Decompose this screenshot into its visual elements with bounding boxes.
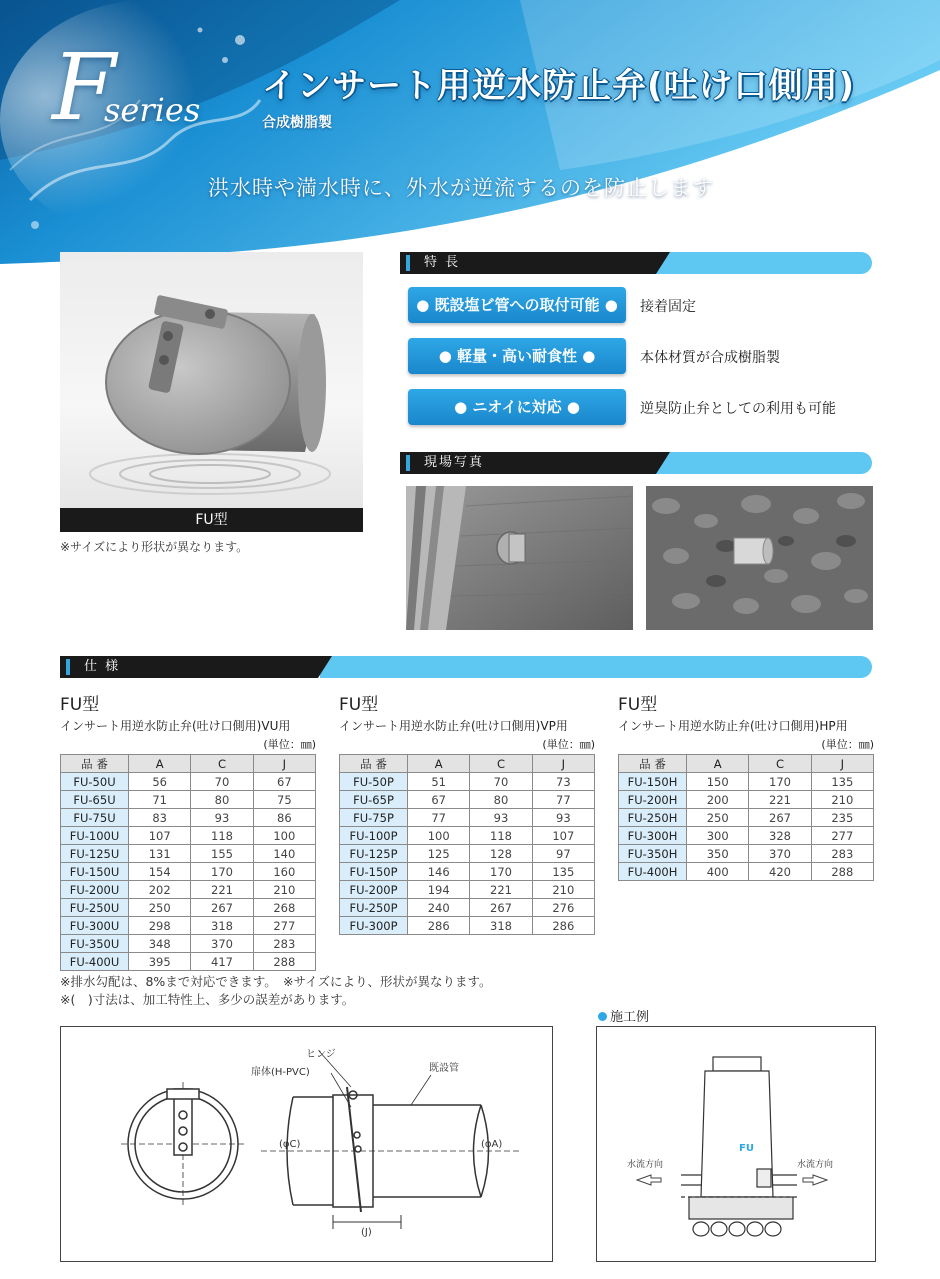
dimension-cell: 318 bbox=[191, 917, 253, 935]
dimension-cell: 267 bbox=[749, 809, 811, 827]
dimension-cell: 277 bbox=[811, 827, 873, 845]
dimension-cell: 73 bbox=[532, 773, 594, 791]
table-row bbox=[61, 953, 316, 971]
part-number-cell: FU-250H bbox=[619, 809, 687, 827]
part-number-cell: FU-150H bbox=[619, 773, 687, 791]
dimension-cell: 154 bbox=[129, 863, 191, 881]
spec-section-bar bbox=[60, 656, 872, 678]
site-photo-2 bbox=[646, 486, 873, 630]
dimension-cell: 283 bbox=[253, 935, 315, 953]
dimension-cell: 235 bbox=[811, 809, 873, 827]
dimension-cell: 160 bbox=[253, 863, 315, 881]
column-header: 品 番 bbox=[340, 755, 408, 773]
dimension-cell: 267 bbox=[191, 899, 253, 917]
column-header: 品 番 bbox=[619, 755, 687, 773]
dimension-cell: 118 bbox=[191, 827, 253, 845]
table-row bbox=[61, 773, 316, 791]
column-header: A bbox=[408, 755, 470, 773]
dimension-cell: 318 bbox=[470, 917, 532, 935]
dimension-cell: 140 bbox=[253, 845, 315, 863]
dimension-cell: 350 bbox=[687, 845, 749, 863]
table-row bbox=[619, 791, 874, 809]
product-photo bbox=[60, 252, 363, 508]
installation-example bbox=[596, 1026, 876, 1262]
table-row bbox=[619, 845, 874, 863]
dimension-cell: 417 bbox=[191, 953, 253, 971]
dimension-cell: 170 bbox=[749, 773, 811, 791]
spec-unit: (単位：㎜) bbox=[821, 738, 874, 751]
column-header: A bbox=[687, 755, 749, 773]
dimension-cell: 128 bbox=[470, 845, 532, 863]
feature-desc-3: 逆臭防止弁としての利用も可能 bbox=[640, 401, 836, 417]
dimension-cell: 97 bbox=[532, 845, 594, 863]
dimension-cell: 370 bbox=[749, 845, 811, 863]
dimension-cell: 135 bbox=[532, 863, 594, 881]
table-row bbox=[619, 827, 874, 845]
dimension-cell: 221 bbox=[749, 791, 811, 809]
flow-arrow-left-icon bbox=[637, 1175, 661, 1185]
part-number-cell: FU-65U bbox=[61, 791, 129, 809]
part-number-cell: FU-200U bbox=[61, 881, 129, 899]
dimension-cell: 93 bbox=[470, 809, 532, 827]
part-number-cell: FU-65P bbox=[340, 791, 408, 809]
table-row bbox=[61, 917, 316, 935]
part-number-cell: FU-350U bbox=[61, 935, 129, 953]
dimension-cell: 135 bbox=[811, 773, 873, 791]
table-row bbox=[61, 809, 316, 827]
dimension-cell: 267 bbox=[470, 899, 532, 917]
dimension-cell: 125 bbox=[408, 845, 470, 863]
label-dim-c: (φC) bbox=[279, 1139, 301, 1150]
product-label: FU型 bbox=[60, 508, 363, 532]
table-row bbox=[340, 917, 595, 935]
dimension-cell: 56 bbox=[129, 773, 191, 791]
dimension-cell: 118 bbox=[470, 827, 532, 845]
dimension-cell: 221 bbox=[470, 881, 532, 899]
example-title: 施工例 bbox=[598, 1006, 649, 1025]
dimension-cell: 100 bbox=[408, 827, 470, 845]
dimension-cell: 200 bbox=[687, 791, 749, 809]
part-number-cell: FU-300P bbox=[340, 917, 408, 935]
spec-unit: (単位：㎜) bbox=[263, 738, 316, 751]
label-flow-left: 水流方向 bbox=[627, 1160, 664, 1170]
table-row bbox=[61, 935, 316, 953]
dimension-cell: 286 bbox=[408, 917, 470, 935]
feature-pill-1: ● 既設塩ビ管への取付可能 ● bbox=[408, 287, 626, 323]
table-row bbox=[340, 899, 595, 917]
table-row bbox=[340, 863, 595, 881]
dimension-cell: 370 bbox=[191, 935, 253, 953]
feature-desc-1: 接着固定 bbox=[640, 299, 696, 315]
feature-pill-3: ● ニオイに対応 ● bbox=[408, 389, 626, 425]
part-number-cell: FU-250P bbox=[340, 899, 408, 917]
part-number-cell: FU-200P bbox=[340, 881, 408, 899]
dimension-cell: 146 bbox=[408, 863, 470, 881]
part-number-cell: FU-300U bbox=[61, 917, 129, 935]
dimension-cell: 67 bbox=[253, 773, 315, 791]
dimension-cell: 202 bbox=[129, 881, 191, 899]
dimension-cell: 210 bbox=[532, 881, 594, 899]
dimension-cell: 107 bbox=[129, 827, 191, 845]
spec-type-desc: インサート用逆水防止弁(吐け口側用)VU用 bbox=[60, 719, 291, 733]
dimension-cell: 348 bbox=[129, 935, 191, 953]
page-title: インサート用逆水防止弁(吐け口側用) bbox=[262, 66, 856, 106]
spec-table bbox=[339, 754, 595, 935]
column-header: J bbox=[253, 755, 315, 773]
dimension-cell: 51 bbox=[408, 773, 470, 791]
table-row bbox=[61, 899, 316, 917]
part-number-cell: FU-300H bbox=[619, 827, 687, 845]
page-subtitle: 合成樹脂製 bbox=[262, 115, 332, 131]
part-number-cell: FU-350H bbox=[619, 845, 687, 863]
dimension-cell: 170 bbox=[191, 863, 253, 881]
site-photos-heading: 現場写真 bbox=[424, 455, 485, 470]
spec-type-desc: インサート用逆水防止弁(吐け口側用)VP用 bbox=[339, 719, 568, 733]
part-number-cell: FU-75U bbox=[61, 809, 129, 827]
part-number-cell: FU-75P bbox=[340, 809, 408, 827]
dimension-cell: 395 bbox=[129, 953, 191, 971]
feature-desc-2: 本体材質が合成樹脂製 bbox=[640, 350, 780, 366]
label-flow-right: 水流方向 bbox=[797, 1160, 834, 1170]
valve-illustration bbox=[60, 252, 363, 508]
spec-table-vu bbox=[60, 690, 316, 971]
table-row bbox=[619, 773, 874, 791]
dimension-cell: 194 bbox=[408, 881, 470, 899]
series-logo-word: series bbox=[104, 91, 201, 129]
dimension-cell: 420 bbox=[749, 863, 811, 881]
column-header: J bbox=[532, 755, 594, 773]
table-header-row bbox=[619, 755, 874, 773]
table-row bbox=[619, 809, 874, 827]
spec-type-title: FU型 bbox=[60, 695, 100, 715]
table-row bbox=[61, 827, 316, 845]
column-header: C bbox=[749, 755, 811, 773]
dimension-cell: 100 bbox=[253, 827, 315, 845]
dimension-cell: 250 bbox=[687, 809, 749, 827]
dimension-cell: 77 bbox=[532, 791, 594, 809]
dimension-cell: 288 bbox=[811, 863, 873, 881]
dimension-cell: 70 bbox=[470, 773, 532, 791]
dimension-cell: 298 bbox=[129, 917, 191, 935]
spec-type-desc: インサート用逆水防止弁(吐け口側用)HP用 bbox=[618, 719, 848, 733]
dimension-cell: 86 bbox=[253, 809, 315, 827]
column-header: A bbox=[129, 755, 191, 773]
dimension-cell: 276 bbox=[532, 899, 594, 917]
part-number-cell: FU-200H bbox=[619, 791, 687, 809]
spec-note-1: ※排水勾配は、8%まで対応できます。 ※サイズにより、形状が異なります。 bbox=[60, 974, 492, 989]
header-banner bbox=[0, 0, 940, 290]
table-row bbox=[340, 773, 595, 791]
spec-type-title: FU型 bbox=[618, 695, 658, 715]
table-row bbox=[340, 845, 595, 863]
product-note: ※サイズにより形状が異なります。 bbox=[60, 540, 249, 554]
dimension-cell: 268 bbox=[253, 899, 315, 917]
label-door: 扉体(H-PVC) bbox=[251, 1067, 310, 1078]
part-number-cell: FU-400H bbox=[619, 863, 687, 881]
dimension-cell: 70 bbox=[191, 773, 253, 791]
label-fu: FU bbox=[739, 1143, 754, 1154]
table-row bbox=[61, 863, 316, 881]
series-logo-letter: F bbox=[52, 34, 116, 141]
dimension-cell: 83 bbox=[129, 809, 191, 827]
spec-type-title: FU型 bbox=[339, 695, 379, 715]
dimension-cell: 77 bbox=[408, 809, 470, 827]
label-dim-j: (J) bbox=[361, 1227, 372, 1238]
column-header: 品 番 bbox=[61, 755, 129, 773]
dimension-cell: 107 bbox=[532, 827, 594, 845]
dimension-drawing bbox=[60, 1026, 553, 1262]
dimension-cell: 67 bbox=[408, 791, 470, 809]
table-row bbox=[61, 791, 316, 809]
column-header: C bbox=[470, 755, 532, 773]
dimension-cell: 328 bbox=[749, 827, 811, 845]
dimension-cell: 210 bbox=[811, 791, 873, 809]
spec-table-hp bbox=[618, 690, 874, 881]
part-number-cell: FU-150U bbox=[61, 863, 129, 881]
dimension-cell: 277 bbox=[253, 917, 315, 935]
spec-table bbox=[60, 754, 316, 971]
dimension-cell: 150 bbox=[687, 773, 749, 791]
part-number-cell: FU-100P bbox=[340, 827, 408, 845]
column-header: J bbox=[811, 755, 873, 773]
site-photos-section-bar bbox=[400, 452, 872, 474]
dimension-cell: 155 bbox=[191, 845, 253, 863]
table-row bbox=[340, 827, 595, 845]
part-number-cell: FU-50P bbox=[340, 773, 408, 791]
table-row bbox=[61, 845, 316, 863]
dimension-cell: 286 bbox=[532, 917, 594, 935]
label-hinge: ヒンジ bbox=[306, 1049, 336, 1060]
tagline: 洪水時や満水時に、外水が逆流するのを防止します bbox=[208, 176, 714, 200]
dimension-cell: 170 bbox=[470, 863, 532, 881]
label-dim-a: (φA) bbox=[481, 1139, 503, 1150]
dimension-cell: 131 bbox=[129, 845, 191, 863]
dimension-cell: 283 bbox=[811, 845, 873, 863]
table-header-row bbox=[340, 755, 595, 773]
dimension-cell: 240 bbox=[408, 899, 470, 917]
part-number-cell: FU-250U bbox=[61, 899, 129, 917]
dimension-cell: 80 bbox=[191, 791, 253, 809]
label-existing-pipe: 既設管 bbox=[429, 1063, 459, 1074]
dimension-cell: 400 bbox=[687, 863, 749, 881]
bullet-dot-icon bbox=[598, 1012, 607, 1021]
part-number-cell: FU-400U bbox=[61, 953, 129, 971]
table-row bbox=[340, 791, 595, 809]
spec-note-2: ※( )寸法は、加工特性上、多少の誤差があります。 bbox=[60, 992, 355, 1007]
part-number-cell: FU-100U bbox=[61, 827, 129, 845]
part-number-cell: FU-50U bbox=[61, 773, 129, 791]
part-number-cell: FU-125P bbox=[340, 845, 408, 863]
table-row bbox=[340, 881, 595, 899]
spec-table-vp bbox=[339, 690, 595, 935]
part-number-cell: FU-150P bbox=[340, 863, 408, 881]
table-row bbox=[61, 881, 316, 899]
table-row bbox=[340, 809, 595, 827]
water-splash-background bbox=[0, 0, 940, 290]
flow-arrow-right-icon bbox=[803, 1175, 827, 1185]
dimension-cell: 221 bbox=[191, 881, 253, 899]
features-section-bar bbox=[400, 252, 872, 274]
dimension-cell: 210 bbox=[253, 881, 315, 899]
dimension-cell: 300 bbox=[687, 827, 749, 845]
spec-table bbox=[618, 754, 874, 881]
site-photo-1 bbox=[406, 486, 633, 630]
spec-unit: (単位：㎜) bbox=[542, 738, 595, 751]
front-view bbox=[121, 1082, 245, 1207]
spec-heading: 仕 様 bbox=[84, 659, 121, 674]
features-heading: 特 長 bbox=[424, 255, 461, 270]
dimension-cell: 93 bbox=[532, 809, 594, 827]
column-header: C bbox=[191, 755, 253, 773]
feature-pill-2: ● 軽量・高い耐食性 ● bbox=[408, 338, 626, 374]
dimension-cell: 288 bbox=[253, 953, 315, 971]
dimension-cell: 80 bbox=[470, 791, 532, 809]
dimension-cell: 71 bbox=[129, 791, 191, 809]
table-header-row bbox=[61, 755, 316, 773]
part-number-cell: FU-125U bbox=[61, 845, 129, 863]
dimension-cell: 93 bbox=[191, 809, 253, 827]
table-row bbox=[619, 863, 874, 881]
dimension-cell: 75 bbox=[253, 791, 315, 809]
dimension-cell: 250 bbox=[129, 899, 191, 917]
